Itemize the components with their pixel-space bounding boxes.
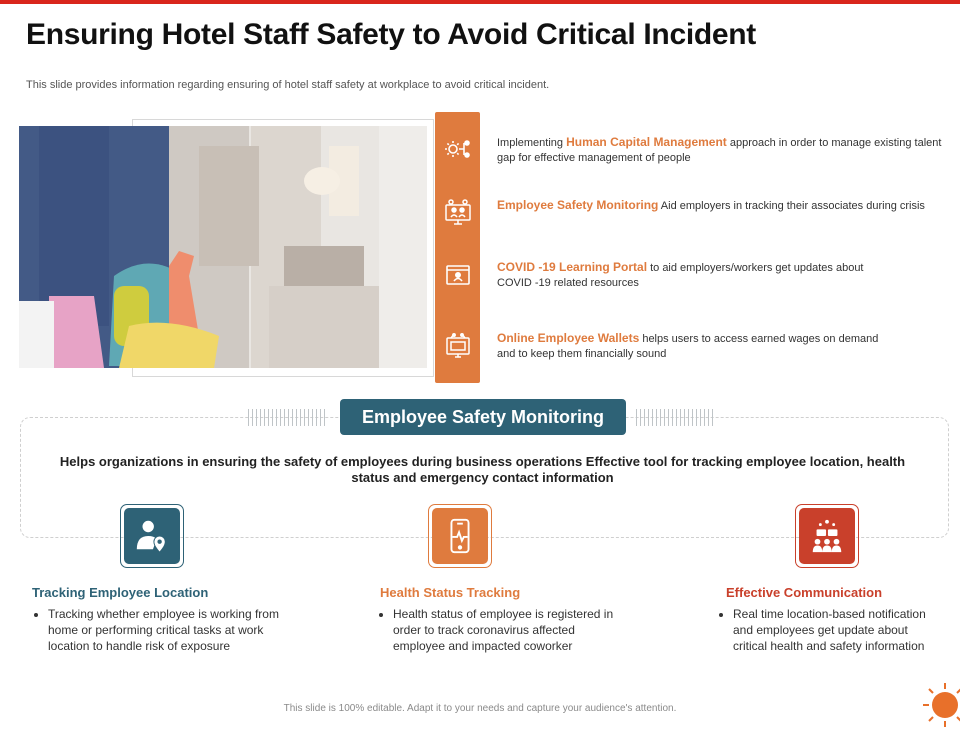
feature-icon-column — [435, 112, 480, 383]
feature-item-learning-portal: COVID -19 Learning Portal to aid employers/workers get updates about COVID -19 related resources — [497, 260, 864, 289]
slide-subtitle: This slide provides information regarding ensuring of hotel staff safety at workplace to avoid critical incident. — [26, 79, 550, 91]
section-title: Employee Safety Monitoring — [340, 399, 626, 435]
card-icon-frame-communication — [795, 504, 859, 568]
hotel-staff-photo — [19, 126, 427, 368]
decorative-lines-left — [248, 409, 328, 426]
browser-user-icon — [443, 260, 473, 290]
slide-title: Ensuring Hotel Staff Safety to Avoid Critical Incident — [26, 18, 756, 51]
card-icon-frame-location — [120, 504, 184, 568]
team-chat-icon — [799, 508, 855, 564]
card-icon-frame-health — [428, 504, 492, 568]
gears-people-icon — [443, 134, 473, 164]
top-accent-bar — [0, 0, 960, 4]
card-title-health: Health Status Tracking — [380, 585, 521, 600]
card-list-location — [30, 606, 293, 654]
card-list-health — [375, 606, 623, 654]
card-title-communication: Effective Communication — [726, 585, 883, 600]
section-description: Helps organizations in ensuring the safety of employees during business operations Effective tool for tracking employee location, health status and emergency contact information — [59, 454, 906, 485]
feature-item-safety-monitoring: Employee Safety Monitoring Aid employers in tracking their associates during crisis — [497, 198, 925, 212]
feature-item-employee-wallets: Online Employee Wallets helps users to access earned wages on demand and to keep them financially sound — [497, 331, 879, 360]
card-list-communication — [715, 606, 938, 654]
person-location-icon — [124, 508, 180, 564]
feature-item-human-capital: Implementing Human Capital Management approach in order to manage existing talent gap for effective management of people — [497, 135, 942, 164]
list-item: • Health status of employee is registered in order to track coronavirus affected employee and impacted coworker — [393, 606, 623, 654]
phone-heartbeat-icon — [432, 508, 488, 564]
card-title-location: Tracking Employee Location — [32, 585, 209, 600]
list-item: • Tracking whether employee is working from home or performing critical tasks at work location to handle risk of exposure — [48, 606, 293, 654]
footer-note: This slide is 100% editable. Adapt it to your needs and capture your audience's attention. — [283, 703, 677, 714]
sun-decoration-icon — [915, 675, 960, 735]
list-item: • Real time location-based notification and employees get update about critical health and safety information — [733, 606, 938, 654]
monitor-people-icon — [443, 197, 473, 227]
decorative-lines-right — [636, 409, 716, 426]
wallet-screen-icon — [443, 330, 473, 360]
